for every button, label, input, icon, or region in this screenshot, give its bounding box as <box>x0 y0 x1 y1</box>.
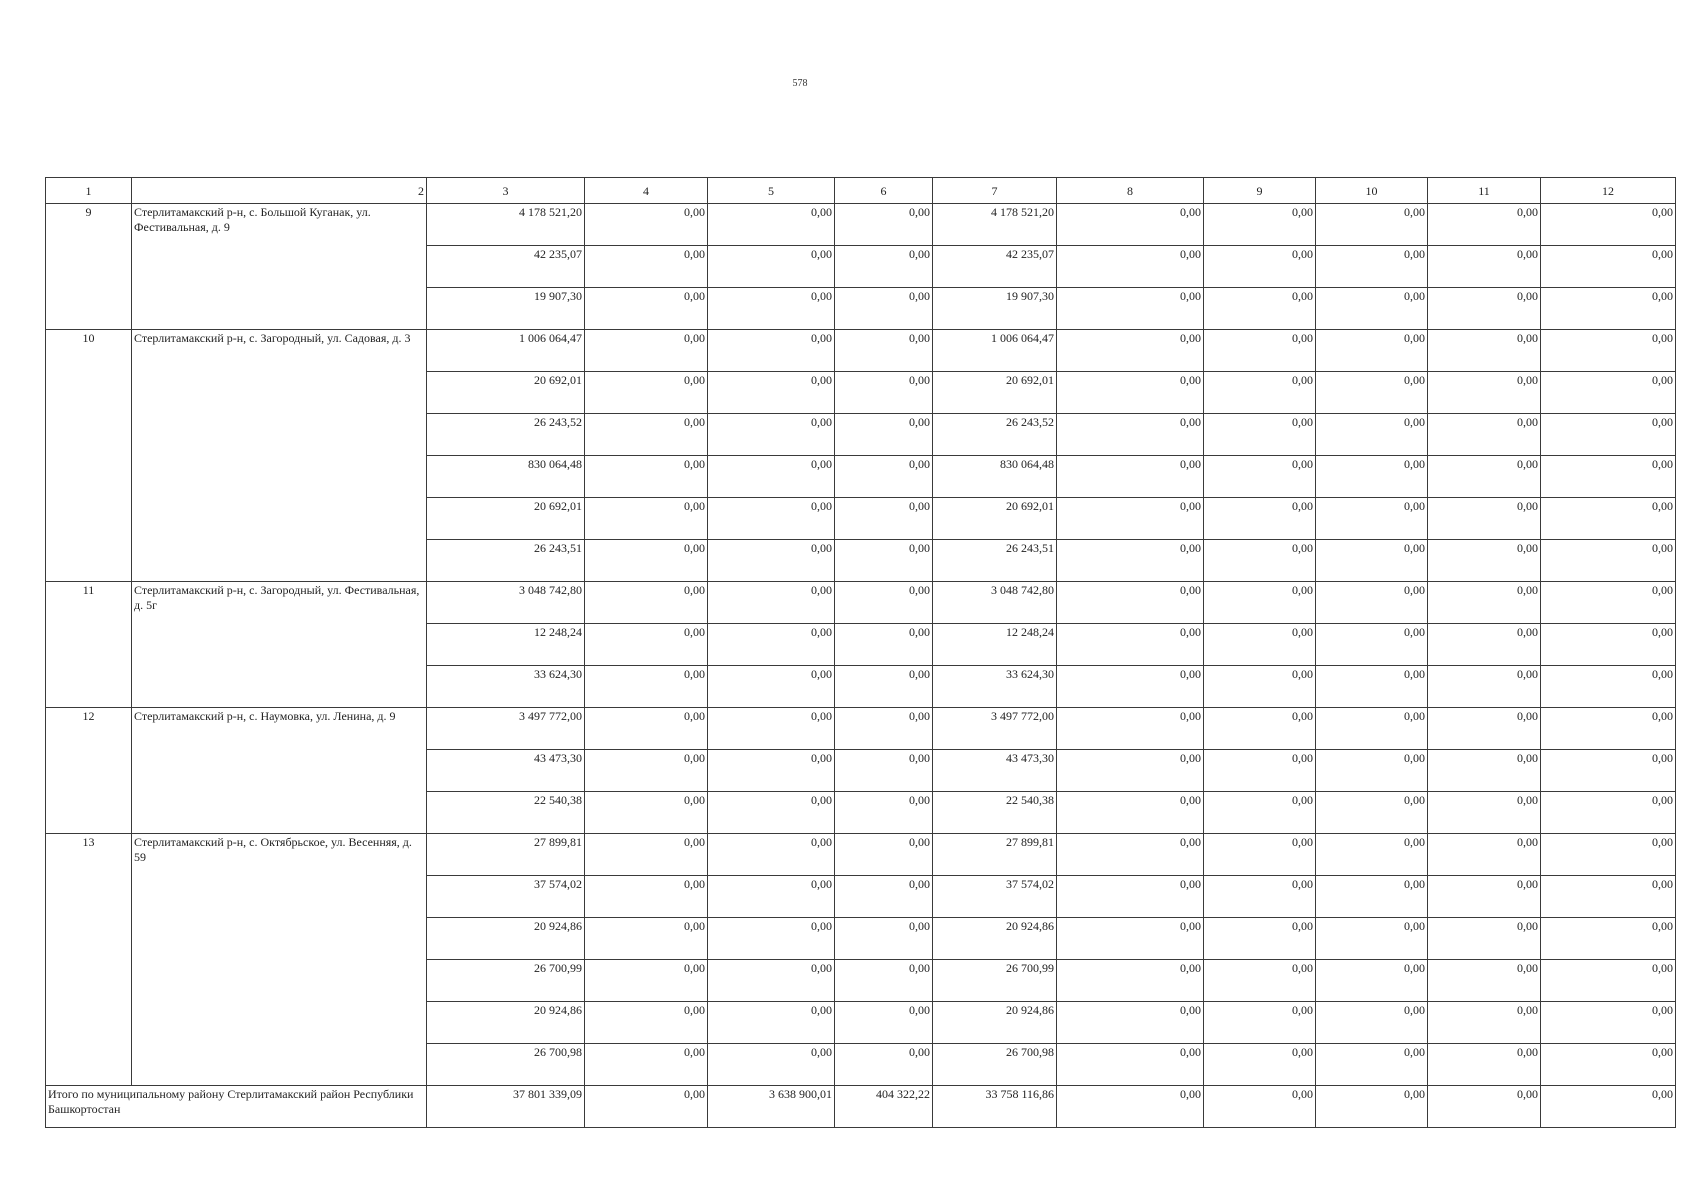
value-cell: 0,00 <box>585 288 708 330</box>
value-cell: 0,00 <box>1541 1044 1676 1086</box>
value-cell: 0,00 <box>1541 708 1676 750</box>
value-cell: 20 692,01 <box>427 372 585 414</box>
value-cell: 0,00 <box>835 246 933 288</box>
value-cell: 0,00 <box>585 792 708 834</box>
value-cell: 0,00 <box>1316 792 1428 834</box>
value-cell: 830 064,48 <box>427 456 585 498</box>
value-cell: 0,00 <box>1428 330 1541 372</box>
column-header: 11 <box>1428 178 1541 204</box>
value-cell: 19 907,30 <box>427 288 585 330</box>
address-cell: Стерлитамакский р-н, с. Загородный, ул. Садовая, д. 3 <box>132 330 427 582</box>
total-value-cell: 0,00 <box>1541 1086 1676 1128</box>
value-cell: 0,00 <box>708 624 835 666</box>
value-cell: 0,00 <box>1541 750 1676 792</box>
value-cell: 0,00 <box>1541 834 1676 876</box>
value-cell: 0,00 <box>835 876 933 918</box>
value-cell: 0,00 <box>1057 624 1204 666</box>
table-row <box>46 834 1676 876</box>
value-cell: 0,00 <box>1057 540 1204 582</box>
value-cell: 0,00 <box>708 246 835 288</box>
value-cell: 0,00 <box>1057 372 1204 414</box>
value-cell: 0,00 <box>708 372 835 414</box>
total-value-cell: 3 638 900,01 <box>708 1086 835 1128</box>
value-cell: 0,00 <box>1428 1002 1541 1044</box>
row-number: 11 <box>46 582 132 708</box>
value-cell: 0,00 <box>1428 582 1541 624</box>
value-cell: 26 700,98 <box>427 1044 585 1086</box>
value-cell: 0,00 <box>708 876 835 918</box>
value-cell: 0,00 <box>1541 330 1676 372</box>
value-cell: 33 624,30 <box>933 666 1057 708</box>
value-cell: 0,00 <box>1316 1002 1428 1044</box>
value-cell: 33 624,30 <box>427 666 585 708</box>
value-cell: 0,00 <box>835 288 933 330</box>
value-cell: 0,00 <box>585 246 708 288</box>
value-cell: 0,00 <box>1541 204 1676 246</box>
value-cell: 0,00 <box>585 498 708 540</box>
value-cell: 0,00 <box>1428 750 1541 792</box>
address-cell: Стерлитамакский р-н, с. Большой Куганак, ул. Фестивальная, д. 9 <box>132 204 427 330</box>
total-value-cell: 0,00 <box>1428 1086 1541 1128</box>
value-cell: 0,00 <box>1057 498 1204 540</box>
value-cell: 0,00 <box>835 960 933 1002</box>
value-cell: 0,00 <box>1204 624 1316 666</box>
value-cell: 0,00 <box>708 204 835 246</box>
value-cell: 0,00 <box>1204 876 1316 918</box>
value-cell: 20 924,86 <box>427 918 585 960</box>
value-cell: 26 243,51 <box>427 540 585 582</box>
data-table <box>45 177 1676 1128</box>
total-value-cell: 0,00 <box>585 1086 708 1128</box>
value-cell: 0,00 <box>1057 204 1204 246</box>
value-cell: 0,00 <box>835 456 933 498</box>
value-cell: 0,00 <box>1057 666 1204 708</box>
value-cell: 0,00 <box>1428 918 1541 960</box>
total-value-cell: 404 322,22 <box>835 1086 933 1128</box>
value-cell: 0,00 <box>835 792 933 834</box>
row-number: 12 <box>46 708 132 834</box>
value-cell: 0,00 <box>708 750 835 792</box>
column-header: 3 <box>427 178 585 204</box>
value-cell: 0,00 <box>1057 456 1204 498</box>
value-cell: 26 243,51 <box>933 540 1057 582</box>
value-cell: 4 178 521,20 <box>427 204 585 246</box>
value-cell: 0,00 <box>1057 1044 1204 1086</box>
value-cell: 0,00 <box>1204 834 1316 876</box>
column-header: 4 <box>585 178 708 204</box>
value-cell: 0,00 <box>1204 708 1316 750</box>
column-header: 8 <box>1057 178 1204 204</box>
value-cell: 0,00 <box>1057 750 1204 792</box>
value-cell: 0,00 <box>1057 414 1204 456</box>
value-cell: 0,00 <box>1316 372 1428 414</box>
value-cell: 0,00 <box>1316 750 1428 792</box>
value-cell: 0,00 <box>1428 792 1541 834</box>
value-cell: 0,00 <box>1204 288 1316 330</box>
value-cell: 37 574,02 <box>933 876 1057 918</box>
value-cell: 0,00 <box>1541 540 1676 582</box>
value-cell: 0,00 <box>835 330 933 372</box>
value-cell: 0,00 <box>585 1044 708 1086</box>
column-header: 6 <box>835 178 933 204</box>
value-cell: 0,00 <box>1428 876 1541 918</box>
value-cell: 0,00 <box>585 624 708 666</box>
value-cell: 0,00 <box>708 834 835 876</box>
header-row <box>46 178 1676 204</box>
table-row <box>46 708 1676 750</box>
value-cell: 26 700,99 <box>427 960 585 1002</box>
value-cell: 0,00 <box>1428 834 1541 876</box>
value-cell: 0,00 <box>708 708 835 750</box>
value-cell: 27 899,81 <box>427 834 585 876</box>
value-cell: 0,00 <box>1204 204 1316 246</box>
value-cell: 0,00 <box>1204 918 1316 960</box>
value-cell: 0,00 <box>708 330 835 372</box>
value-cell: 26 700,98 <box>933 1044 1057 1086</box>
value-cell: 0,00 <box>1057 330 1204 372</box>
value-cell: 0,00 <box>1316 246 1428 288</box>
value-cell: 0,00 <box>1541 918 1676 960</box>
value-cell: 0,00 <box>708 918 835 960</box>
value-cell: 27 899,81 <box>933 834 1057 876</box>
value-cell: 0,00 <box>1204 330 1316 372</box>
value-cell: 0,00 <box>1316 414 1428 456</box>
value-cell: 0,00 <box>1541 498 1676 540</box>
total-value-cell: 0,00 <box>1316 1086 1428 1128</box>
value-cell: 0,00 <box>1204 582 1316 624</box>
value-cell: 0,00 <box>835 1044 933 1086</box>
value-cell: 0,00 <box>585 876 708 918</box>
value-cell: 3 497 772,00 <box>933 708 1057 750</box>
value-cell: 0,00 <box>1204 1044 1316 1086</box>
column-header: 2 <box>132 178 427 204</box>
value-cell: 0,00 <box>1316 666 1428 708</box>
column-header: 5 <box>708 178 835 204</box>
value-cell: 0,00 <box>1316 498 1428 540</box>
value-cell: 0,00 <box>585 540 708 582</box>
value-cell: 0,00 <box>1057 288 1204 330</box>
value-cell: 1 006 064,47 <box>933 330 1057 372</box>
value-cell: 0,00 <box>708 456 835 498</box>
value-cell: 0,00 <box>585 918 708 960</box>
value-cell: 0,00 <box>1204 1002 1316 1044</box>
column-header: 1 <box>46 178 132 204</box>
column-header: 10 <box>1316 178 1428 204</box>
value-cell: 0,00 <box>1541 792 1676 834</box>
value-cell: 0,00 <box>585 414 708 456</box>
column-header: 9 <box>1204 178 1316 204</box>
value-cell: 22 540,38 <box>427 792 585 834</box>
value-cell: 0,00 <box>1057 708 1204 750</box>
value-cell: 0,00 <box>1428 498 1541 540</box>
value-cell: 0,00 <box>708 960 835 1002</box>
value-cell: 19 907,30 <box>933 288 1057 330</box>
total-value-cell: 37 801 339,09 <box>427 1086 585 1128</box>
value-cell: 0,00 <box>1204 372 1316 414</box>
value-cell: 0,00 <box>835 204 933 246</box>
page-number: 578 <box>792 78 808 89</box>
value-cell: 37 574,02 <box>427 876 585 918</box>
value-cell: 0,00 <box>1541 876 1676 918</box>
value-cell: 0,00 <box>1316 708 1428 750</box>
value-cell: 0,00 <box>708 414 835 456</box>
address-cell: Стерлитамакский р-н, с. Наумовка, ул. Ленина, д. 9 <box>132 708 427 834</box>
value-cell: 0,00 <box>1541 960 1676 1002</box>
value-cell: 0,00 <box>1057 960 1204 1002</box>
table-row <box>46 582 1676 624</box>
value-cell: 20 692,01 <box>933 498 1057 540</box>
value-cell: 0,00 <box>585 1002 708 1044</box>
value-cell: 0,00 <box>585 372 708 414</box>
value-cell: 0,00 <box>835 750 933 792</box>
value-cell: 0,00 <box>1428 246 1541 288</box>
value-cell: 42 235,07 <box>427 246 585 288</box>
value-cell: 0,00 <box>835 1002 933 1044</box>
value-cell: 0,00 <box>1541 372 1676 414</box>
value-cell: 0,00 <box>1316 876 1428 918</box>
value-cell: 0,00 <box>585 456 708 498</box>
value-cell: 12 248,24 <box>933 624 1057 666</box>
value-cell: 0,00 <box>1204 666 1316 708</box>
value-cell: 0,00 <box>1428 414 1541 456</box>
value-cell: 0,00 <box>585 708 708 750</box>
value-cell: 0,00 <box>1541 246 1676 288</box>
value-cell: 26 700,99 <box>933 960 1057 1002</box>
value-cell: 26 243,52 <box>933 414 1057 456</box>
value-cell: 0,00 <box>1204 498 1316 540</box>
value-cell: 0,00 <box>585 834 708 876</box>
value-cell: 0,00 <box>1316 960 1428 1002</box>
value-cell: 0,00 <box>1428 540 1541 582</box>
value-cell: 0,00 <box>1057 246 1204 288</box>
value-cell: 0,00 <box>1428 960 1541 1002</box>
value-cell: 0,00 <box>835 918 933 960</box>
value-cell: 0,00 <box>585 330 708 372</box>
value-cell: 20 924,86 <box>933 1002 1057 1044</box>
value-cell: 0,00 <box>1316 540 1428 582</box>
value-cell: 3 497 772,00 <box>427 708 585 750</box>
value-cell: 0,00 <box>585 582 708 624</box>
row-number: 13 <box>46 834 132 1086</box>
value-cell: 22 540,38 <box>933 792 1057 834</box>
value-cell: 0,00 <box>1204 960 1316 1002</box>
value-cell: 0,00 <box>835 834 933 876</box>
column-header: 12 <box>1541 178 1676 204</box>
value-cell: 12 248,24 <box>427 624 585 666</box>
value-cell: 0,00 <box>1541 582 1676 624</box>
value-cell: 26 243,52 <box>427 414 585 456</box>
value-cell: 0,00 <box>1541 414 1676 456</box>
value-cell: 0,00 <box>1204 456 1316 498</box>
value-cell: 42 235,07 <box>933 246 1057 288</box>
column-header: 7 <box>933 178 1057 204</box>
value-cell: 0,00 <box>835 540 933 582</box>
value-cell: 0,00 <box>1428 624 1541 666</box>
table-row <box>46 204 1676 246</box>
value-cell: 0,00 <box>1057 582 1204 624</box>
value-cell: 0,00 <box>708 1002 835 1044</box>
value-cell: 0,00 <box>585 750 708 792</box>
value-cell: 0,00 <box>835 372 933 414</box>
value-cell: 0,00 <box>1204 792 1316 834</box>
value-cell: 0,00 <box>1057 1002 1204 1044</box>
value-cell: 0,00 <box>1428 456 1541 498</box>
value-cell: 0,00 <box>1316 330 1428 372</box>
value-cell: 0,00 <box>708 498 835 540</box>
value-cell: 0,00 <box>1316 456 1428 498</box>
value-cell: 0,00 <box>1057 792 1204 834</box>
value-cell: 0,00 <box>1541 456 1676 498</box>
value-cell: 3 048 742,80 <box>427 582 585 624</box>
value-cell: 0,00 <box>708 666 835 708</box>
value-cell: 0,00 <box>835 498 933 540</box>
value-cell: 0,00 <box>1316 582 1428 624</box>
value-cell: 0,00 <box>1057 918 1204 960</box>
value-cell: 0,00 <box>1541 624 1676 666</box>
value-cell: 0,00 <box>708 288 835 330</box>
value-cell: 0,00 <box>585 666 708 708</box>
table-row <box>46 330 1676 372</box>
value-cell: 0,00 <box>1316 204 1428 246</box>
value-cell: 0,00 <box>1316 834 1428 876</box>
table-body <box>46 178 1676 1128</box>
value-cell: 830 064,48 <box>933 456 1057 498</box>
value-cell: 3 048 742,80 <box>933 582 1057 624</box>
row-number: 9 <box>46 204 132 330</box>
value-cell: 0,00 <box>585 960 708 1002</box>
value-cell: 0,00 <box>585 204 708 246</box>
value-cell: 0,00 <box>835 624 933 666</box>
value-cell: 0,00 <box>1428 1044 1541 1086</box>
value-cell: 0,00 <box>835 582 933 624</box>
value-cell: 0,00 <box>835 666 933 708</box>
value-cell: 0,00 <box>1316 624 1428 666</box>
value-cell: 1 006 064,47 <box>427 330 585 372</box>
total-row <box>46 1086 1676 1128</box>
row-number: 10 <box>46 330 132 582</box>
value-cell: 0,00 <box>1204 540 1316 582</box>
value-cell: 20 924,86 <box>933 918 1057 960</box>
total-value-cell: 33 758 116,86 <box>933 1086 1057 1128</box>
value-cell: 0,00 <box>1428 204 1541 246</box>
value-cell: 0,00 <box>835 414 933 456</box>
value-cell: 0,00 <box>1057 834 1204 876</box>
value-cell: 20 692,01 <box>427 498 585 540</box>
value-cell: 0,00 <box>835 708 933 750</box>
value-cell: 0,00 <box>1316 918 1428 960</box>
value-cell: 4 178 521,20 <box>933 204 1057 246</box>
value-cell: 20 924,86 <box>427 1002 585 1044</box>
value-cell: 43 473,30 <box>427 750 585 792</box>
value-cell: 0,00 <box>708 540 835 582</box>
value-cell: 0,00 <box>1204 246 1316 288</box>
value-cell: 0,00 <box>1204 750 1316 792</box>
address-cell: Стерлитамакский р-н, с. Загородный, ул. Фестивальная, д. 5г <box>132 582 427 708</box>
value-cell: 0,00 <box>1428 288 1541 330</box>
total-value-cell: 0,00 <box>1057 1086 1204 1128</box>
value-cell: 0,00 <box>1428 372 1541 414</box>
total-label: Итого по муниципальному району Стерлитамакский район Республики Башкортостан <box>46 1086 427 1128</box>
value-cell: 0,00 <box>1204 414 1316 456</box>
value-cell: 0,00 <box>1057 876 1204 918</box>
total-value-cell: 0,00 <box>1204 1086 1316 1128</box>
value-cell: 43 473,30 <box>933 750 1057 792</box>
value-cell: 0,00 <box>708 792 835 834</box>
value-cell: 20 692,01 <box>933 372 1057 414</box>
value-cell: 0,00 <box>1541 666 1676 708</box>
value-cell: 0,00 <box>1316 288 1428 330</box>
value-cell: 0,00 <box>708 1044 835 1086</box>
value-cell: 0,00 <box>1541 288 1676 330</box>
value-cell: 0,00 <box>1541 1002 1676 1044</box>
value-cell: 0,00 <box>1428 666 1541 708</box>
value-cell: 0,00 <box>1316 1044 1428 1086</box>
value-cell: 0,00 <box>708 582 835 624</box>
value-cell: 0,00 <box>1428 708 1541 750</box>
address-cell: Стерлитамакский р-н, с. Октябрьское, ул. Весенняя, д. 59 <box>132 834 427 1086</box>
